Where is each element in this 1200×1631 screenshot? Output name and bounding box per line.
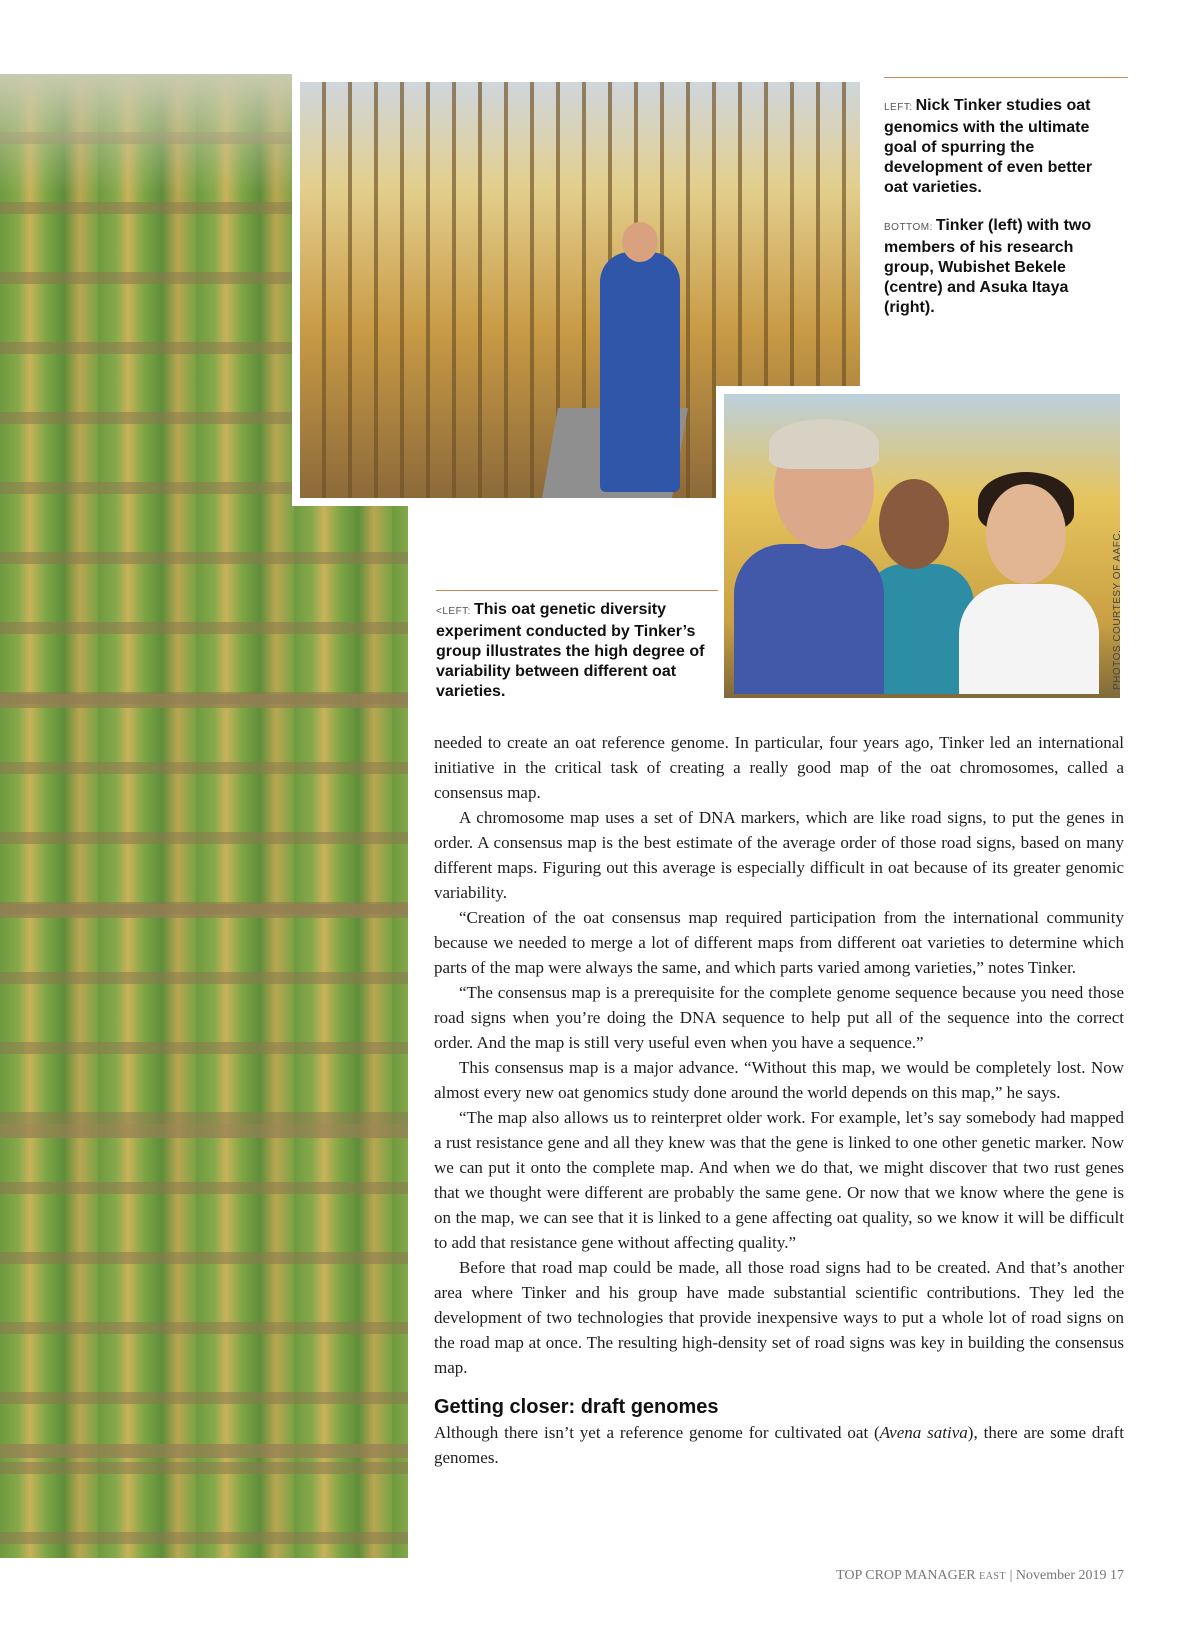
article-body: [434, 730, 1124, 1470]
species-name: Avena sativa: [879, 1423, 968, 1442]
magazine-edition: EAST: [979, 1571, 1007, 1582]
article-paragraph: [434, 1420, 1124, 1470]
person-right-head: [986, 484, 1066, 584]
article-paragraph: “Creation of the oat consensus map required participation from the international community because we needed to merge a lot of different maps from different oat varieties to determine which parts of the map were always the same, and which parts varied among varieties,” notes Tinker.: [434, 908, 1124, 977]
person-right-body: [959, 584, 1099, 694]
article-paragraph: “The consensus map is a prerequisite for the complete genome sequence because you need those road signs when you’re doing the DNA sequence to help put all of the sequence into the correct order. And the map is still very useful even when you have a sequence.”: [434, 983, 1124, 1052]
field-soil-strip: [0, 694, 408, 708]
caption-rule: [436, 590, 718, 591]
magazine-name: TOP CROP MANAGER: [836, 1568, 976, 1583]
article-paragraph: needed to create an oat reference genome. In particular, four years ago, Tinker led an international initiative in the critical task of creating a really good map of the oat chromosomes, called a consensus map.: [434, 733, 1124, 802]
person-left-body: [734, 544, 884, 694]
caption-tag: BOTTOM:: [884, 222, 933, 233]
paragraph-text: ), there are some draft genomes.: [434, 1423, 1124, 1467]
person-left-hair: [769, 419, 879, 469]
section-heading: Getting closer: draft genomes: [434, 1396, 719, 1418]
caption-left-photo: [884, 96, 1114, 198]
caption-text: Tinker (left) with two members of his research group, Wubishet Bekele (centre) and Asuka Itaya (right).: [884, 217, 1092, 316]
article-paragraph: This consensus map is a major advance. “Without this map, we would be completely lost. Now almost every new oat genomics study done around the world depends on this map,” he says.: [434, 1058, 1124, 1102]
caption-bottom-photo: [884, 216, 1114, 318]
issue-date-page: November 2019 17: [1015, 1568, 1124, 1583]
field-soil-strip: [0, 904, 408, 918]
researcher-head: [622, 222, 658, 262]
team-photo: [724, 394, 1120, 698]
article-paragraph: Before that road map could be made, all those road signs had to be created. And that’s another area where Tinker and his group have made substantial scientific contributions. They led the development of two technologies that provide inexpensive ways to put a whole lot of road signs on the road map at once. The resulting high-density set of road signs was key in building the consensus map.: [434, 1258, 1124, 1377]
page-footer: [836, 1568, 1124, 1584]
paragraph-text: Although there isn’t yet a reference genome for cultivated oat (: [434, 1423, 880, 1442]
article-paragraph: “The map also allows us to reinterpret older work. For example, let’s say somebody had mapped a rust resistance gene and all they knew was that the gene is linked to one other genetic marker. Now we can put it onto the complete map. And when we do that, we might discover that two rust genes that we thought were different are probably the same gene. Or now that we know where the gene is on the map, we can see that it is linked to a gene affecting oat quality, so we know it will be difficult to add that resistance gene without affecting quality.”: [434, 1108, 1124, 1252]
caption-text: This oat genetic diversity experiment conducted by Tinker’s group illustrates the high degree of variability between different oat varieties.: [436, 601, 705, 700]
person-centre-head: [879, 479, 949, 569]
caption-tag: LEFT:: [884, 102, 913, 113]
field-soil-strip: [0, 1444, 408, 1458]
team-photo-frame: [716, 386, 1128, 706]
caption-tag: <LEFT:: [436, 606, 471, 617]
photo-captions-right: [884, 96, 1114, 336]
caption-text: Nick Tinker studies oat genomics with the ultimate goal of spurring the development of even better oat varieties.: [884, 97, 1093, 196]
researcher-figure: [600, 252, 680, 492]
article-paragraph: A chromosome map uses a set of DNA markers, which are like road signs, to put the genes in order. A consensus map is the best estimate of the average order of those road signs, based on many different maps. Figuring out this average is especially difficult in oat because of its greater genomic variability.: [434, 808, 1124, 902]
field-soil-strip: [0, 1124, 408, 1138]
photo-credit: PHOTOS COURTESY OF AAFC.: [1112, 529, 1123, 690]
caption-field-photo: [436, 600, 716, 702]
caption-rule: [884, 77, 1128, 78]
footer-separator: |: [1009, 1568, 1013, 1583]
